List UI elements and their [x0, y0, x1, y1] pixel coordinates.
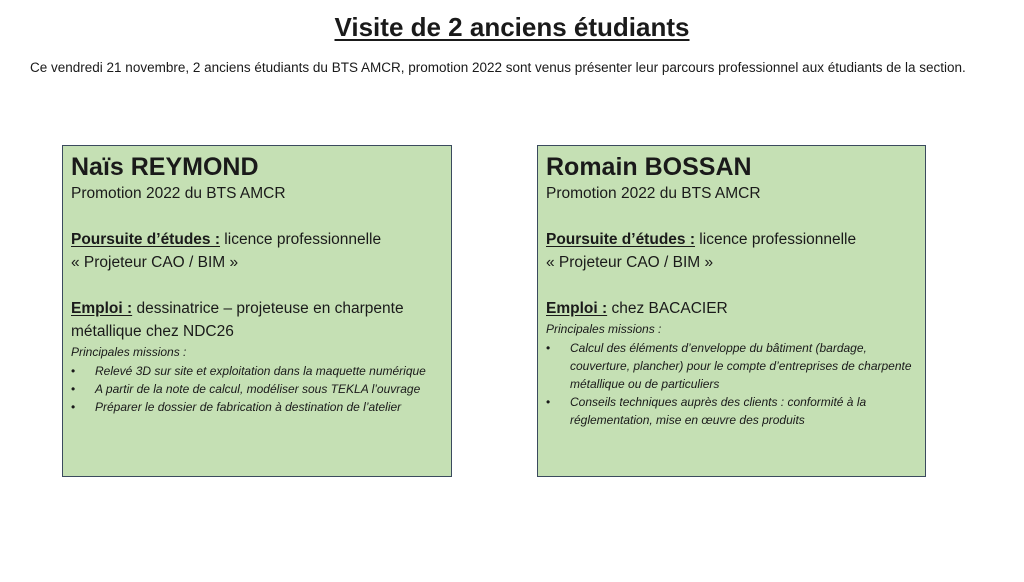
student-promotion: Promotion 2022 du BTS AMCR [546, 185, 761, 202]
missions-title: Principales missions : [546, 322, 662, 336]
studies-line [546, 228, 917, 251]
page-title: Visite de 2 anciens étudiants [334, 12, 690, 42]
job-line [546, 297, 917, 320]
mission-item: • Conseils techniques auprès des clients : conformité à la réglementation, mise en œuvre des produits [546, 395, 867, 427]
studies-label: Poursuite d’études : [546, 231, 695, 248]
student-promotion: Promotion 2022 du BTS AMCR [71, 185, 286, 202]
studies-value: licence professionnelle [220, 231, 382, 248]
studies-value: licence professionnelle [695, 231, 857, 248]
studies-program: « Projeteur CAO / BIM » [546, 254, 714, 271]
missions-list [71, 362, 443, 416]
bullet-icon: • [71, 400, 76, 414]
missions-title: Principales missions : [71, 345, 187, 359]
studies-line [71, 228, 443, 251]
studies-program: « Projeteur CAO / BIM » [71, 254, 239, 271]
mission-item: • A partir de la note de calcul, modéliser sous TEKLA l’ouvrage [71, 382, 421, 396]
missions-list [546, 339, 917, 429]
mission-item: • Calcul des éléments d’enveloppe du bâtiment (bardage, couverture, plancher) pour le compte d’entreprises de charpente métallique ou de particuliers [546, 341, 912, 391]
mission-item: • Préparer le dossier de fabrication à destination de l’atelier [71, 400, 402, 414]
bullet-icon: • [71, 382, 76, 396]
student-name: Romain BOSSAN [546, 153, 752, 181]
student-card-reymond [62, 145, 452, 477]
student-name: Naïs REYMOND [71, 153, 259, 181]
bullet-icon: • [546, 395, 551, 409]
job-label: Emploi : [71, 300, 133, 317]
bullet-icon: • [546, 341, 551, 355]
job-value: chez BACACIER [607, 300, 728, 317]
student-card-bossan [537, 145, 926, 477]
job-line [71, 297, 443, 343]
mission-item: • Relevé 3D sur site et exploitation dans la maquette numérique [71, 364, 426, 378]
studies-label: Poursuite d’études : [71, 231, 220, 248]
job-label: Emploi : [546, 300, 608, 317]
intro-paragraph: Ce vendredi 21 novembre, 2 anciens étudiants du BTS AMCR, promotion 2022 sont venus présenter leur parcours professionnel aux étudiants de la section. [30, 60, 966, 75]
job-value: dessinatrice – projeteuse en charpente métallique chez NDC26 [71, 300, 404, 340]
bullet-icon: • [71, 364, 76, 378]
